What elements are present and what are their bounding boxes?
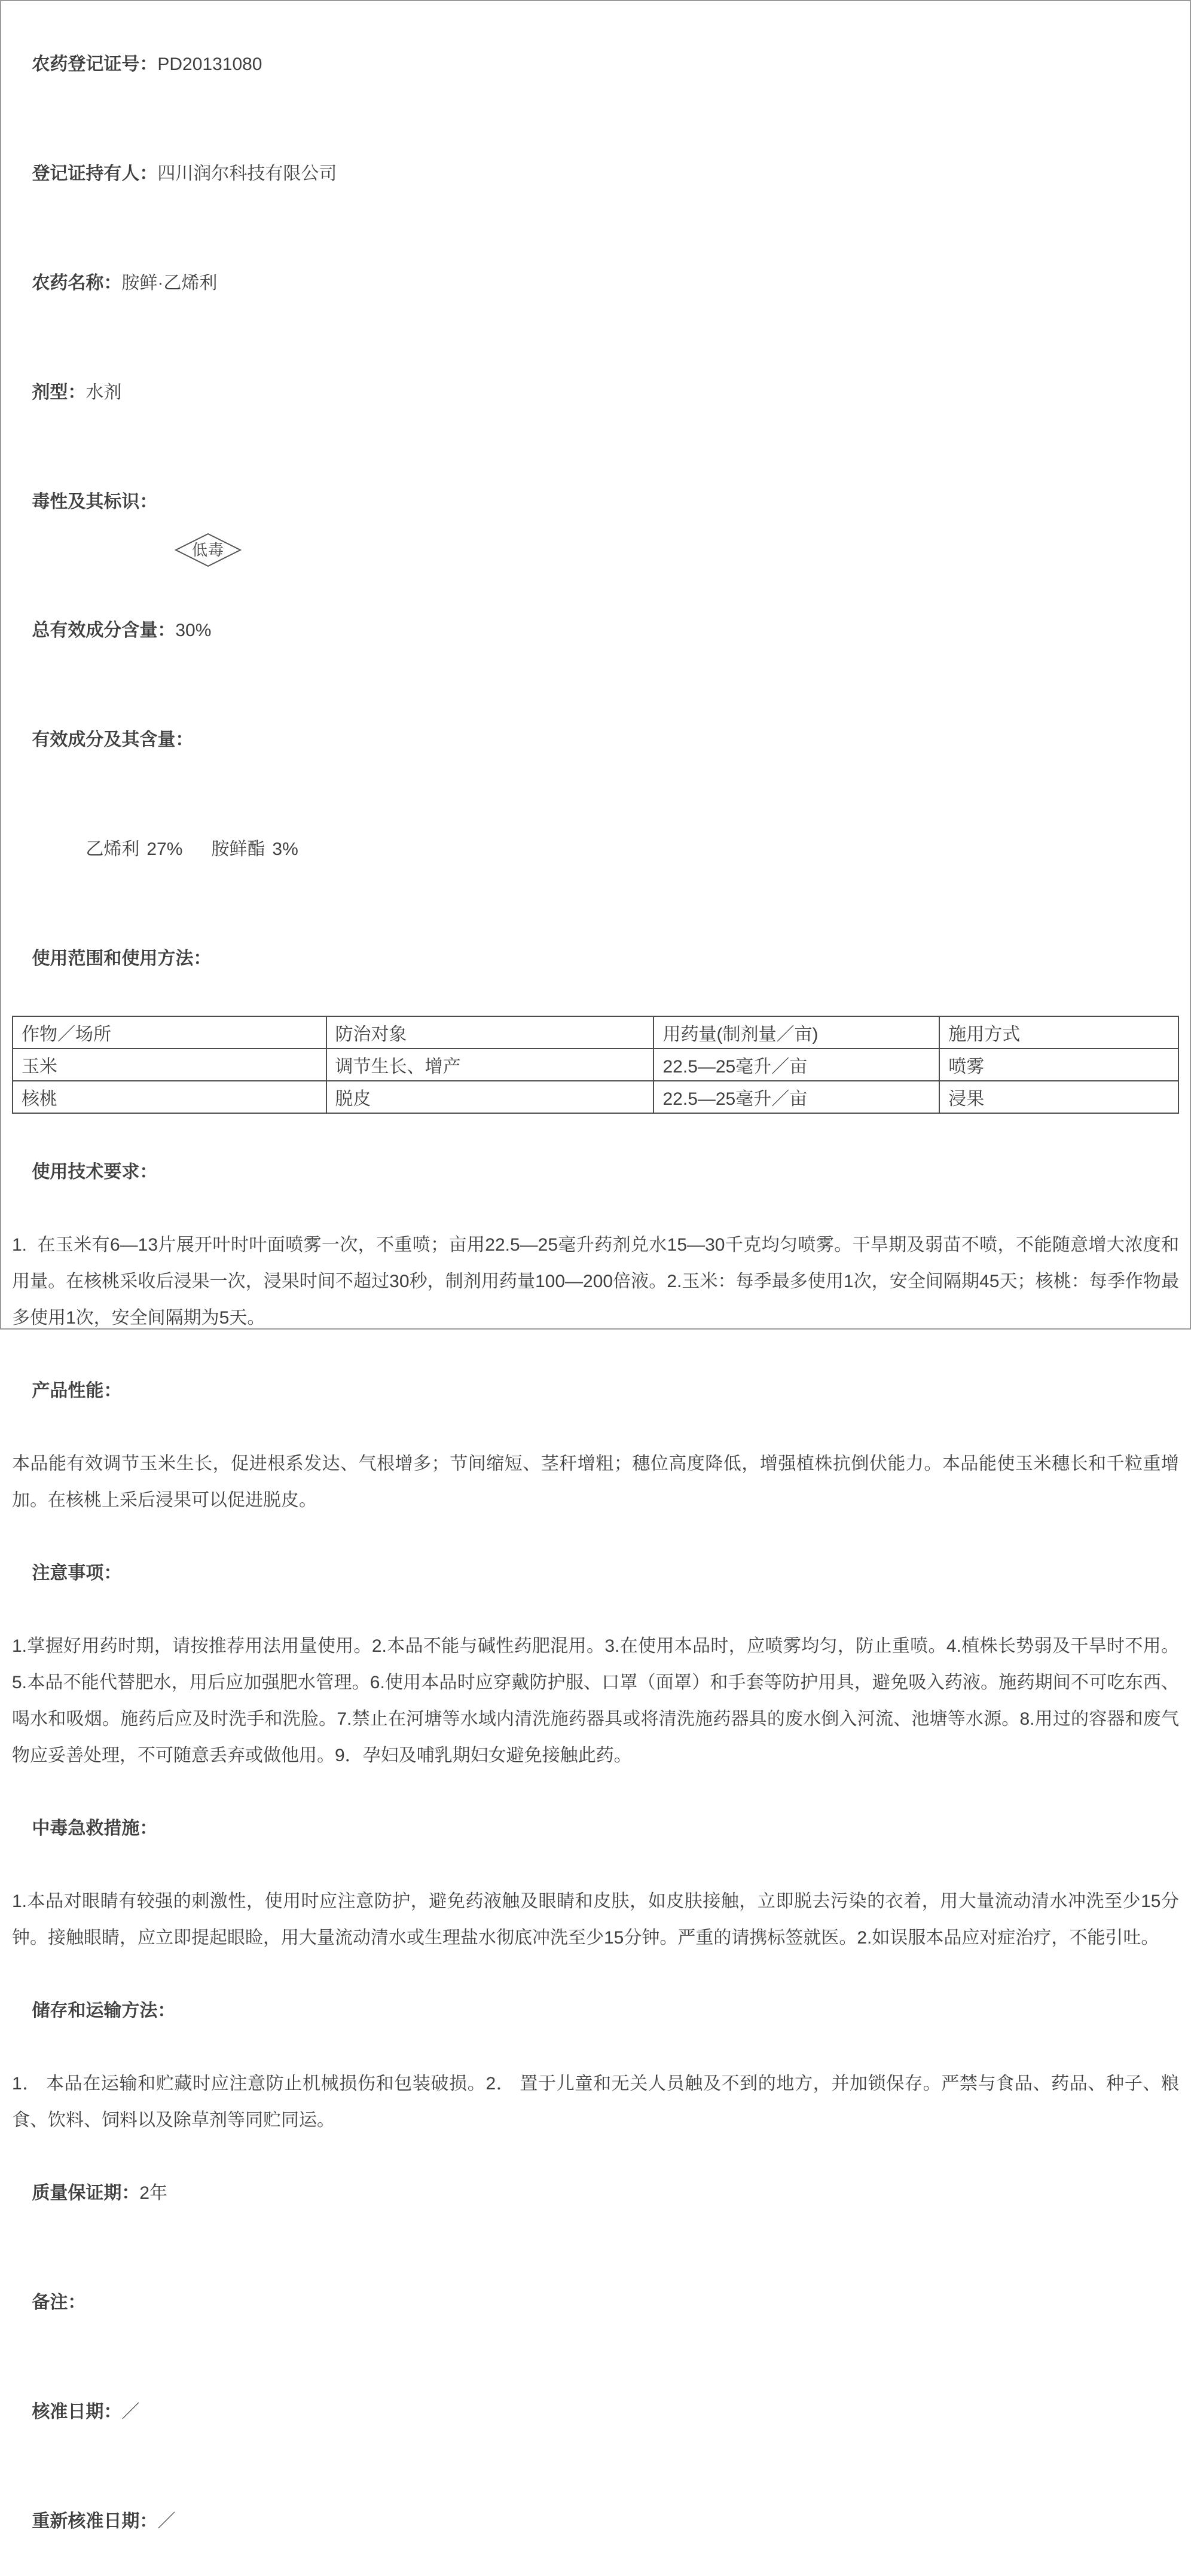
field-label: 农药登记证号： [32,54,158,74]
field-value: 四川润尔科技有限公司 [157,164,337,184]
usage-table-header-row [13,1016,1178,1049]
section-body-tech-requirements: 1. 在玉米有6—13片展开叶时叶面喷雾一次，不重喷；亩用22.5—25毫升药剂兑水15—30千克均匀喷雾。干旱期及弱苗不喷，不能随意增大浓度和用量。在核桃采收后浸果一次，浸果时间不超过30秒，制剂用药量100—200倍液。2.玉米：每季最多使用1次，安全间隔期45天；核桃：每季作物最多使用1次，安全间隔期为5天。 [12,1235,1179,1328]
cell-method: 浸果 [939,1081,1178,1113]
field-value: PD20131080 [157,54,262,74]
section-heading-text: 使用技术要求： [32,1162,158,1182]
col-header-dosage: 用药量(制剂量／亩) [653,1016,939,1049]
field-value: 2年 [139,2183,168,2203]
field-label: 毒性及其标识： [32,492,158,512]
field-approval-date [12,2357,1179,2467]
cell-method: 喷雾 [939,1049,1178,1081]
field-value: ／ [121,2402,140,2422]
col-header-crop: 作物／场所 [13,1016,326,1049]
field-value: 水剂 [85,383,122,402]
field-label: 使用范围和使用方法： [32,949,212,968]
col-header-target: 防治对象 [326,1016,654,1049]
section-heading-text: 储存和运输方法： [32,2001,176,2021]
field-reapproval-date [12,2467,1179,2576]
field-remark [12,2248,1179,2357]
usage-table [12,1016,1179,1114]
table-row [13,1049,1178,1081]
field-label: 总有效成分含量： [32,621,176,640]
section-heading-precautions [12,1518,1179,1628]
table-row [13,1081,1178,1113]
ingredient-content: 3% [272,839,298,859]
section-body-first-aid: 1.本品对眼睛有较强的刺激性，使用时应注意防护，避免药液触及眼睛和皮肤，如皮肤接触，立即脱去污染的衣着，用大量流动清水冲洗至少15分钟。接触眼睛，应立即提起眼睑，用大量流动清水或生理盐水彻底冲洗至少15分钟。严重的请携标签就医。2.如误服本品应对症治疗，不能引吐。 [12,1891,1179,1948]
toxicity-badge-text: 低毒 [191,541,224,559]
field-label: 质量保证期： [32,2183,140,2203]
section-heading-text: 产品性能： [32,1381,122,1401]
section-heading-storage-transport [12,1956,1179,2065]
field-pesticide-name [12,228,1179,338]
field-certificate-holder [12,119,1179,228]
field-value: 30% [175,621,212,640]
field-registration-number [12,10,1179,119]
cell-dosage: 22.5—25毫升／亩 [653,1081,939,1113]
field-value: 胺鲜·乙烯利 [121,273,218,293]
field-label: 核准日期： [32,2402,122,2422]
field-label: 重新核准日期： [32,2511,158,2531]
field-usage-scope-heading [12,904,1179,1013]
field-label: 备注： [32,2293,86,2312]
cell-crop: 玉米 [13,1049,326,1081]
field-total-active-content [12,576,1179,685]
cell-target: 调节生长、增产 [326,1049,654,1081]
field-label: 农药名称： [32,273,122,293]
section-body-storage-transport: 1． 本品在运输和贮藏时应注意防止机械损伤和包装破损。2． 置于儿童和无关人员触及不到的地方，并加锁保存。严禁与食品、药品、种子、粮食、饮料、饲料以及除草剂等同贮同运。 [12,2074,1179,2130]
field-ingredients-heading [12,685,1179,795]
field-label: 有效成分及其含量： [32,730,194,750]
field-label: 剂型： [32,383,86,402]
field-warranty-period [12,2138,1179,2248]
section-heading-text: 注意事项： [32,1563,122,1583]
field-label: 登记证持有人： [32,164,158,184]
ingredient-name: 胺鲜酯 [211,839,265,859]
ingredient-content: 27% [146,839,183,859]
section-heading-text: 中毒急救措施： [32,1819,158,1838]
section-heading-product-performance [12,1336,1179,1446]
field-value: ／ [157,2511,176,2531]
ingredient-name: 乙烯利 [85,839,140,859]
cell-crop: 核桃 [13,1081,326,1113]
section-body-precautions: 1.掌握好用药时期，请按推荐用法用量使用。2.本品不能与碱性药肥混用。3.在使用本品时，应喷雾均匀，防止重喷。4.植株长势弱及干旱时不用。5.本品不能代替肥水，用后应加强肥水管理。6.使用本品时应穿戴防护服、口罩（面罩）和手套等防护用具，避免吸入药液。施药期间不可吃东西、喝水和吸烟。施药后应及时洗手和洗脸。7.禁止在河塘等水域内清洗施药器具或将清洗施药器具的废水倒入河流、池塘等水源。8.用过的容器和废气物应妥善处理，不可随意丢弃或做他用。9．孕妇及哺乳期妇女避免接触此药。 [12,1636,1179,1765]
toxicity-diamond-badge [175,533,242,567]
section-heading-tech-requirements [12,1117,1179,1227]
section-body-product-performance: 本品能有效调节玉米生长，促进根系发达、气根增多；节间缩短、茎秆增粗；穗位高度降低，增强植株抗倒伏能力。本品能使玉米穗长和千粒重增加。在核桃上采后浸果可以促进脱皮。 [12,1454,1179,1510]
col-header-method: 施用方式 [939,1016,1178,1049]
ingredients-line [12,795,1179,904]
cell-dosage: 22.5—25毫升／亩 [653,1049,939,1081]
cell-target: 脱皮 [326,1081,654,1113]
section-heading-first-aid [12,1774,1179,1883]
field-formulation [12,338,1179,447]
